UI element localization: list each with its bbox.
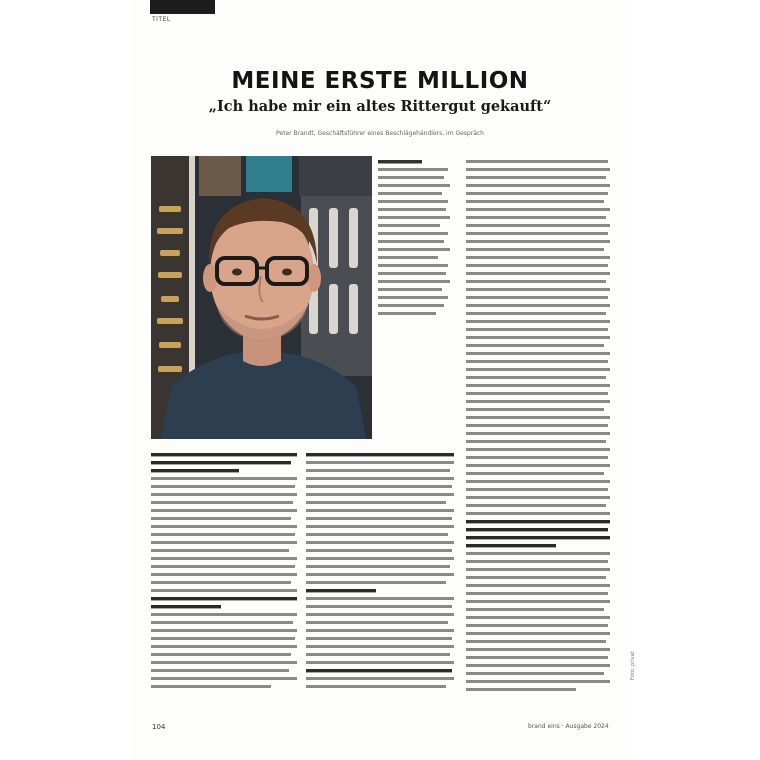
byline: Peter Brandt, Geschäftsführer eines Beschlägehändlers, im Gespräch xyxy=(276,130,484,137)
column-3-text xyxy=(466,158,612,703)
footer-magazine-info: brand eins · Ausgabe 2024 xyxy=(528,723,609,730)
page-number: 104 xyxy=(152,723,166,731)
article-column-2 xyxy=(306,451,454,705)
article-column-3 xyxy=(466,158,614,707)
portrait-illustration xyxy=(151,156,372,439)
section-tab xyxy=(150,0,215,14)
photo-caption xyxy=(378,158,452,327)
article-column-1 xyxy=(151,451,299,705)
subheadline: „Ich habe mir ein altes Rittergut gekauft“ xyxy=(208,98,552,115)
section-tag: TITEL xyxy=(152,16,171,23)
portrait-photo xyxy=(151,156,372,439)
column-2-text xyxy=(306,451,456,701)
headline: MEINE ERSTE MILLION xyxy=(231,68,529,94)
column-1-text xyxy=(151,451,299,701)
caption-text-block xyxy=(378,158,452,323)
photo-credit: Foto: privat xyxy=(630,651,636,680)
